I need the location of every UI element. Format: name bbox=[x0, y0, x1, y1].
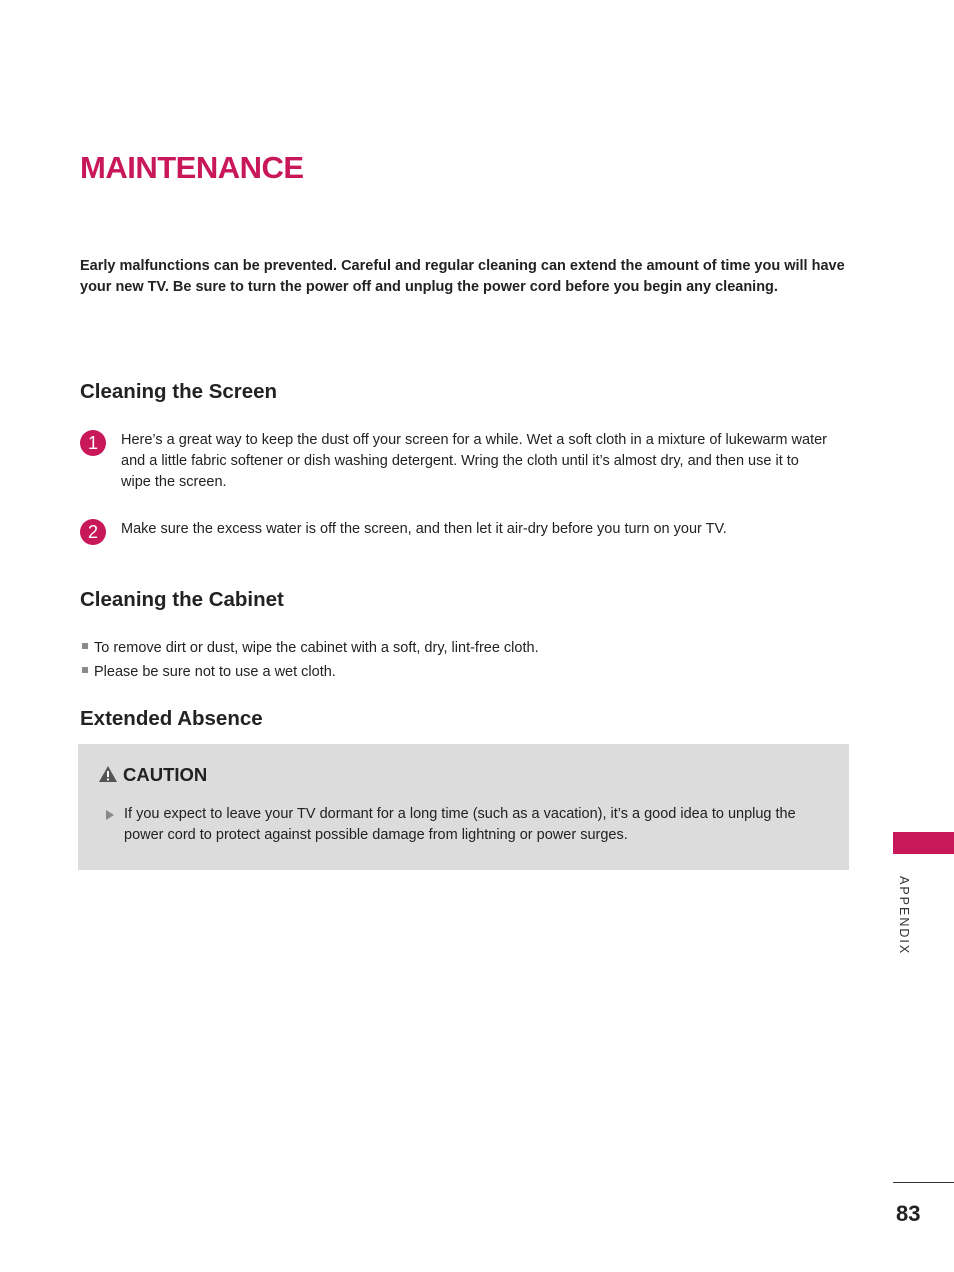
bullet-text: To remove dirt or dust, wipe the cabinet with a soft, dry, lint-free cloth. bbox=[94, 640, 539, 656]
bullet-square-icon bbox=[82, 643, 88, 649]
side-tab-marker bbox=[893, 832, 954, 854]
caution-header bbox=[98, 764, 207, 786]
step-number-badge: 2 bbox=[80, 519, 106, 545]
page-title: MAINTENANCE bbox=[80, 150, 304, 185]
section-side-label: APPENDIX bbox=[897, 876, 911, 956]
page-number-rule bbox=[893, 1182, 954, 1183]
warning-triangle-icon bbox=[98, 765, 118, 783]
page-number: 83 bbox=[896, 1201, 921, 1226]
bullet-square-icon bbox=[82, 667, 88, 673]
bullet-text: Please be sure not to use a wet cloth. bbox=[94, 664, 336, 680]
arrow-right-icon bbox=[106, 810, 114, 820]
heading-cleaning-cabinet: Cleaning the Cabinet bbox=[80, 588, 284, 611]
step-text: Make sure the excess water is off the screen, and then let it air-dry before you turn on your TV. bbox=[121, 521, 727, 537]
step-number-badge: 1 bbox=[80, 430, 106, 456]
intro-paragraph: Early malfunctions can be prevented. Careful and regular cleaning can extend the amount of time you will have your new TV. Be sure to turn the power off and unplug the power cord before you begin any cleaning. bbox=[80, 258, 845, 295]
caution-label: CAUTION bbox=[123, 764, 208, 785]
heading-extended-absence: Extended Absence bbox=[80, 707, 263, 730]
heading-cleaning-screen: Cleaning the Screen bbox=[80, 380, 278, 403]
caution-box bbox=[78, 744, 849, 870]
step-text: Here’s a great way to keep the dust off your screen for a while. Wet a soft cloth in a mixture of lukewarm water and a little fabric softener or dish washing detergent. Wring the cloth until it’s almost dry, and then use it to wipe the screen. bbox=[121, 432, 827, 490]
list-item bbox=[82, 662, 336, 682]
list-item bbox=[82, 638, 539, 658]
caution-text: If you expect to leave your TV dormant for a long time (such as a vacation), it’s a good idea to unplug the power cord to protect against possible damage from lightning or power surges. bbox=[124, 806, 796, 843]
